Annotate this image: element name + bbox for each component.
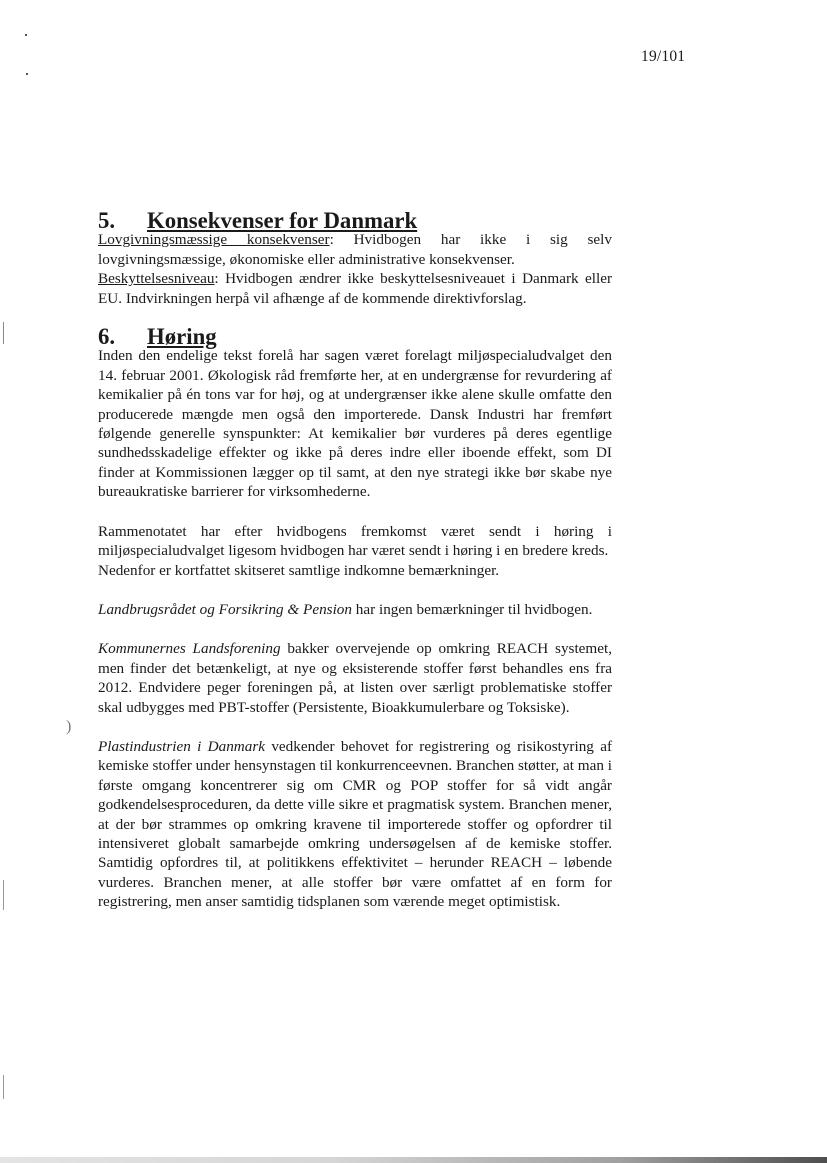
paragraph-summary-note: Nedenfor er kortfattet skitseret samtlige indkomne bemærkninger. xyxy=(98,561,500,579)
section-number: 6. xyxy=(98,324,116,350)
section-5-heading xyxy=(98,208,612,233)
organization-name: Kommunernes Landsforening xyxy=(98,640,281,658)
scan-bracket-mark: ) xyxy=(66,718,72,735)
section-6-heading xyxy=(98,324,612,350)
organization-name: Landbrugsrådet og Forsikring & Pension xyxy=(98,600,352,618)
section-number: 5. xyxy=(98,208,116,233)
paragraph-text: : Hvidbogen ændrer ikke beskyttelsesniveauet i Danmark eller EU. Indvirkningen herpå vil afhænge af de kommende direktivforslag. xyxy=(98,270,612,307)
scan-edge-mark xyxy=(3,322,4,344)
page-number: 19/101 xyxy=(641,48,686,65)
scan-edge-mark xyxy=(3,880,4,910)
paragraph-text: bakker overvejende op omkring REACH systemet, men finder det betænkeligt, at nye og eksisterende stoffer først behandles ens fra 2012. Endvidere peger foreningen på, at listen over særligt problematiske stoffer skal udbygges med PBT-stoffer (Persistente, Bioakkumulerbare og Toksiske). xyxy=(98,640,612,716)
section-title: Høring xyxy=(147,324,217,350)
paragraph-text: vedkender behovet for registrering og risikostyring af kemiske stoffer under hensynstagen til konkurrenceevnen. Branchen støtter, at man i første omgang koncentrerer sig om CMR og POP stoffer for så vidt angår godkendelsesproceduren, da dette ville sikre et pragmatisk system. Branchen mener, at der bør strammes op omkring kravene til importerede stoffer og opfordrer til intensiveret globalt samarbejde omkring undersøgelsen af de kemiske stoffer. Samtidig opfordres til, at politikkens effektivitet – herunder REACH – løbende vurderes. Branchen mener, at alle stoffer bør være omfattet af en form for registrering, men anser samtidig tidsplanen som værende meget optimistisk. xyxy=(98,737,613,911)
paragraph-legal-consequences xyxy=(98,230,612,269)
paragraph-label: Lovgivningsmæssige konsekvenser xyxy=(98,231,330,249)
paragraph-framework-note: Rammenotatet har efter hvidbogens fremkomst været sendt i høring i miljøspecialudvalget ligesom hvidbogen har været sendt i høring i en bredere kreds. xyxy=(98,522,612,560)
scan-edge-mark xyxy=(3,1075,4,1099)
paragraph-hearing-intro: Inden den endelige tekst forelå har sagen været forelagt miljøspecialudvalget den 14. februar 2001. Økologisk råd fremførte her, at en undergrænse for revurdering af kemikalier på én tons var for høj, og at undergrænser ikke alene skulle omfatte den producerede mængde men også den importerede. Dansk Industri har fremført følgende generelle synspunkter: At kemikalier bør vurderes på deres egentlige sundhedsskadelige effekter og ikke på deres indre eller iboende effekt, som DI finder at Kommissionen lægger op til samt, at den nye strategi ikke bør skabe nye bureaukratiske barrierer for virksomhederne. xyxy=(98,347,612,501)
paragraph-plastindustrien xyxy=(98,737,612,912)
organization-name: Plastindustrien i Danmark xyxy=(98,737,266,755)
scan-speck xyxy=(26,73,28,75)
paragraph-label: Beskyttelsesniveau xyxy=(98,270,215,288)
paragraph-text: : Hvidbogen har ikke i sig selv lovgivningsmæssige, økonomiske eller administrative konsekvenser. xyxy=(98,231,612,268)
scan-bottom-edge xyxy=(0,1157,827,1163)
paragraph-kommunernes-landsforening xyxy=(98,639,612,717)
paragraph-landbrugsraadet xyxy=(98,600,612,619)
scan-speck xyxy=(25,34,27,36)
document-body xyxy=(98,208,613,912)
section-title: Konsekvenser for Danmark xyxy=(147,208,418,233)
paragraph-protection-level xyxy=(98,269,612,308)
paragraph-text: har ingen bemærkninger til hvidbogen. xyxy=(351,600,593,618)
